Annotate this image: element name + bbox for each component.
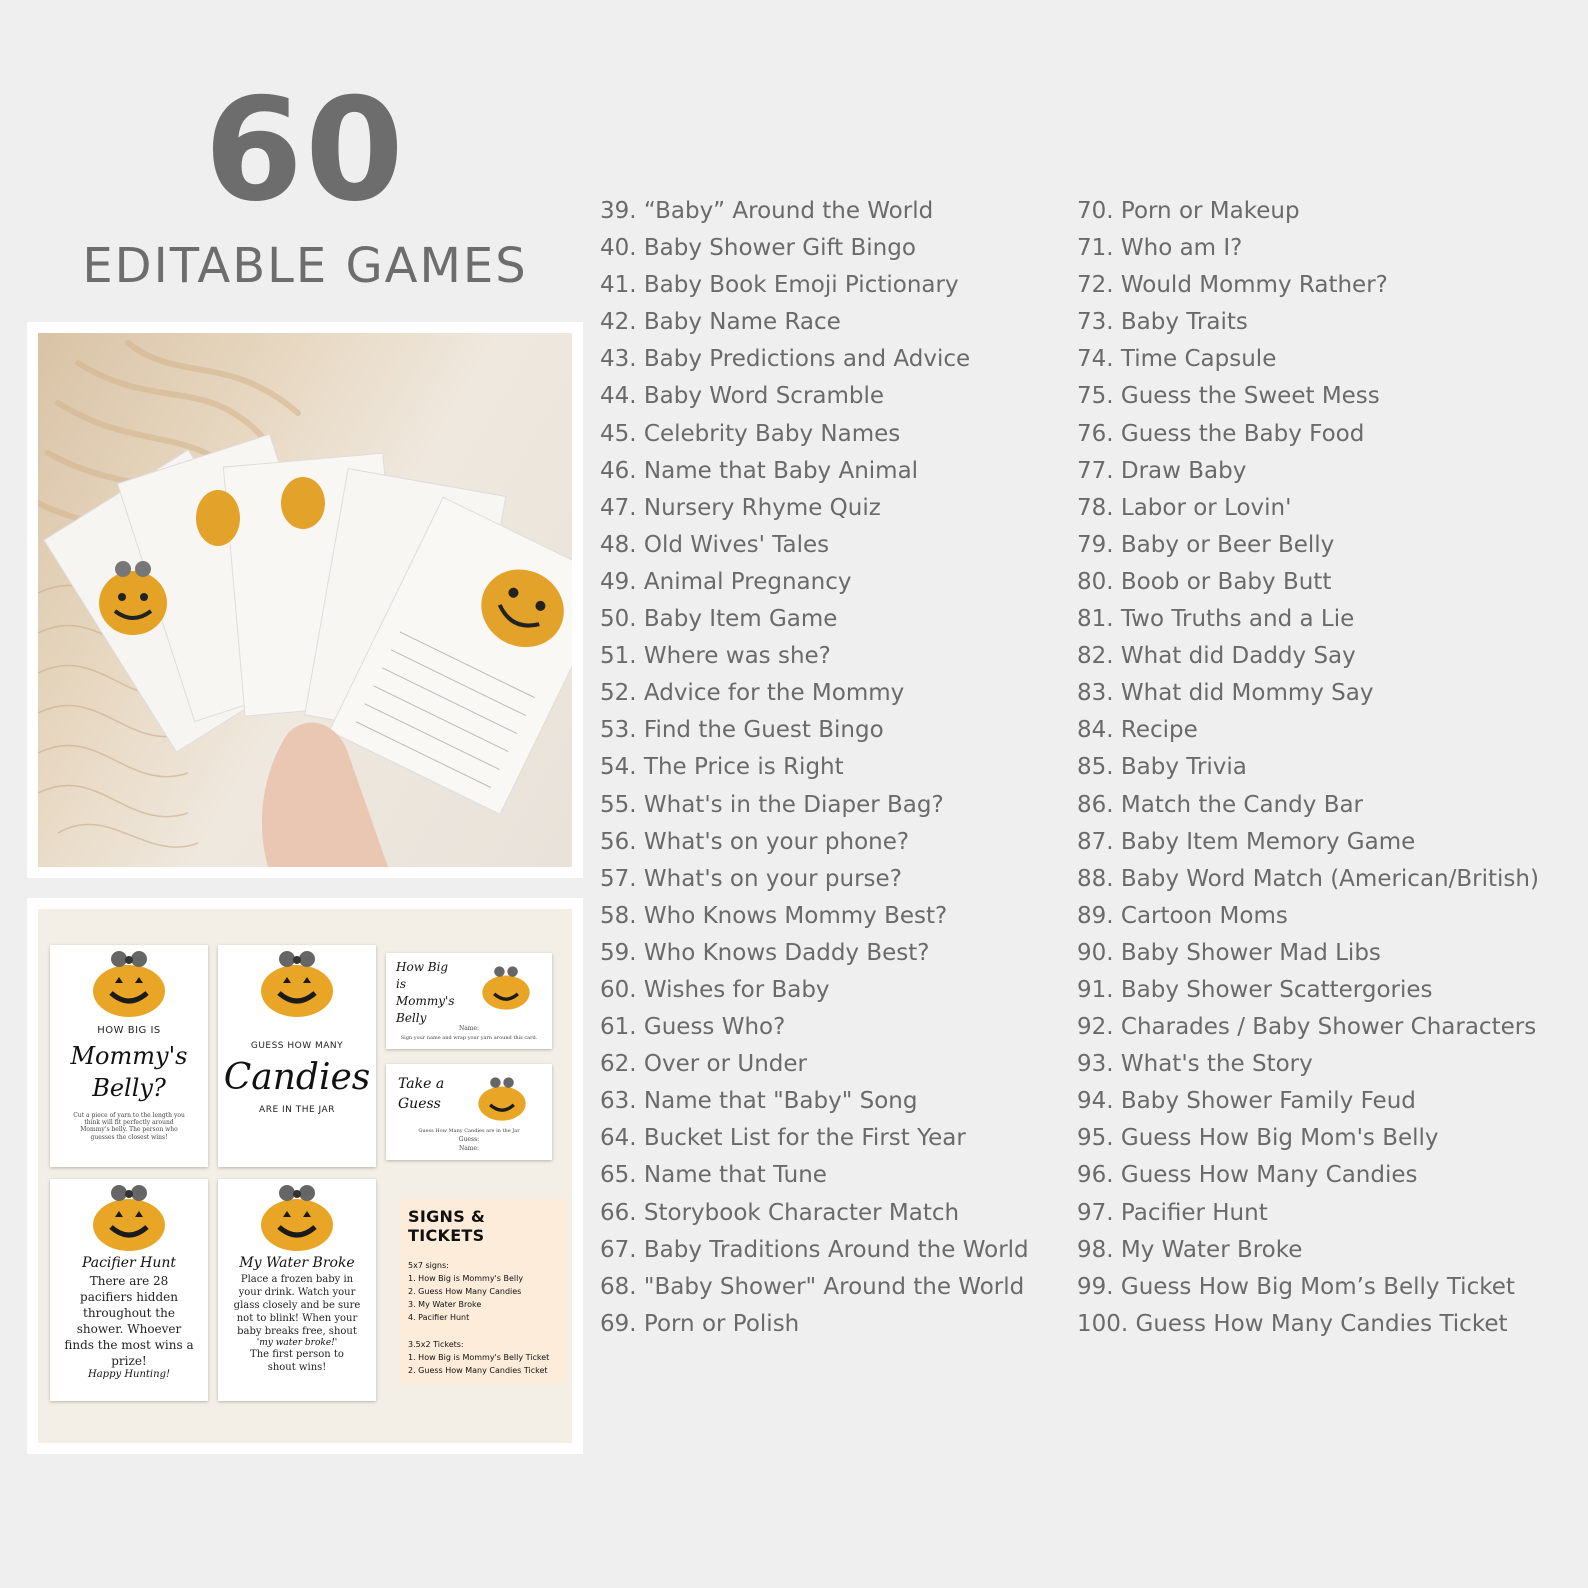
game-list-item: 44. Baby Word Scramble — [600, 383, 885, 410]
game-list-item: 39. “Baby” Around the World — [600, 198, 934, 224]
belly-body: Cut a piece of yarn to the length you think will fit perfectly around Mommy's belly. The person who guesses the closest wins! — [73, 1112, 185, 1141]
subtitle: EDITABLE GAMES — [82, 238, 528, 294]
game-list-item: 79. Baby or Beer Belly — [1077, 531, 1335, 558]
belly-ticket-name: Name: — [458, 1025, 480, 1032]
game-list-item: 40. Baby Shower Gift Bingo — [600, 235, 916, 262]
pacifier-sign-card — [50, 1179, 208, 1401]
signs-item: 1. How Big is Mommy's Belly Ticket — [408, 1353, 550, 1362]
game-list-item: 81. Two Truths and a Lie — [1077, 606, 1355, 633]
game-list-item: 98. My Water Broke — [1077, 1236, 1303, 1263]
game-list-item: 77. Draw Baby — [1077, 457, 1247, 484]
game-list-item: 41. Baby Book Emoji Pictionary — [600, 272, 959, 299]
pumpkin-icon — [474, 1076, 530, 1122]
game-list-item: 97. Pacifier Hunt — [1077, 1199, 1268, 1226]
signs-photo-frame — [27, 898, 583, 1454]
game-list-item: 82. What did Daddy Say — [1077, 643, 1356, 670]
pumpkin-icon — [257, 949, 337, 1019]
game-list-item: 83. What did Mommy Say — [1077, 680, 1374, 707]
candies-ticket-guess: Guess: — [458, 1136, 480, 1143]
games-list-column-1 — [600, 193, 1029, 1343]
belly-pre: HOW BIG IS — [97, 1025, 161, 1036]
signs-photo — [38, 909, 572, 1443]
pumpkin-icon — [89, 949, 169, 1019]
signs-title: SIGNS & TICKETS — [408, 1207, 486, 1245]
game-list-item: 74. Time Capsule — [1077, 346, 1277, 373]
game-list-item: 92. Charades / Baby Shower Characters — [1077, 1014, 1537, 1041]
signs-item: 4. Pacifier Hunt — [408, 1313, 470, 1322]
game-list-item: 69. Porn or Polish — [600, 1310, 800, 1337]
game-list-item: 85. Baby Trivia — [1077, 754, 1247, 781]
pacifier-body: There are 28 pacifiers hidden throughout the shower. Whoever finds the most wins a prize! — [64, 1274, 194, 1368]
game-list-item: 59. Who Knows Daddy Best? — [600, 939, 930, 966]
game-list-item: 43. Baby Predictions and Advice — [600, 346, 971, 373]
game-list-item: 61. Guess Who? — [600, 1014, 786, 1041]
game-list-item: 45. Celebrity Baby Names — [600, 420, 901, 447]
candies-ticket-card — [386, 1064, 552, 1160]
water-script: My Water Broke — [239, 1255, 355, 1271]
game-list-item: 66. Storybook Character Match — [600, 1199, 960, 1226]
candies-ticket-name: Name: — [458, 1145, 480, 1152]
game-list-item: 58. Who Knows Mommy Best? — [600, 902, 948, 929]
game-list-item: 70. Porn or Makeup — [1077, 198, 1300, 224]
game-list-item: 68. "Baby Shower" Around the World — [600, 1273, 1025, 1300]
game-list-item: 100. Guess How Many Candies Ticket — [1077, 1310, 1508, 1337]
game-list-item: 48. Old Wives' Tales — [600, 531, 830, 558]
signs-item: 1. How Big is Mommy's Belly — [408, 1274, 524, 1283]
belly-ticket-body: Sign your name and wrap your yarn around this card. — [400, 1035, 538, 1041]
signs-item: 2. Guess How Many Candies — [408, 1287, 522, 1296]
game-list-item: 65. Name that Tune — [600, 1162, 827, 1189]
pumpkin-icon — [478, 965, 534, 1011]
game-list-item: 57. What's on your purse? — [600, 865, 902, 892]
game-list-item: 88. Baby Word Match (American/British) — [1077, 865, 1539, 892]
game-list-item: 42. Baby Name Race — [600, 309, 841, 336]
game-list-item: 80. Boob or Baby Butt — [1077, 568, 1332, 595]
game-list-item: 90. Baby Shower Mad Libs — [1077, 939, 1381, 966]
signs-item: 3. My Water Broke — [408, 1300, 482, 1309]
game-list-item: 94. Baby Shower Family Feud — [1077, 1088, 1416, 1115]
game-list-item: 73. Baby Traits — [1077, 309, 1248, 336]
game-list-item: 53. Find the Guest Bingo — [600, 717, 884, 744]
game-list-item: 67. Baby Traditions Around the World — [600, 1236, 1029, 1263]
game-list-item: 47. Nursery Rhyme Quiz — [600, 494, 881, 521]
pumpkin-icon — [89, 1183, 169, 1253]
belly-ticket-card — [386, 953, 552, 1049]
game-list-item: 78. Labor or Lovin' — [1077, 494, 1292, 521]
game-list-item: 62. Over or Under — [600, 1051, 807, 1078]
game-list-item: 84. Recipe — [1077, 717, 1198, 744]
game-list-item: 91. Baby Shower Scattergories — [1077, 976, 1433, 1003]
pumpkin-icon — [257, 1183, 337, 1253]
water-end: The first person to shout wins! — [250, 1349, 344, 1373]
game-list-item: 76. Guess the Baby Food — [1077, 420, 1365, 447]
game-list-item: 93. What's the Story — [1077, 1051, 1313, 1078]
game-list-item: 86. Match the Candy Bar — [1077, 791, 1364, 818]
game-list-item: 75. Guess the Sweet Mess — [1077, 383, 1380, 410]
game-list-item: 96. Guess How Many Candies — [1077, 1162, 1418, 1189]
game-list-item: 87. Baby Item Memory Game — [1077, 828, 1416, 855]
game-list-item: 95. Guess How Big Mom's Belly — [1077, 1125, 1439, 1152]
game-list-item: 52. Advice for the Mommy — [600, 680, 905, 707]
game-list-item: 71. Who am I? — [1077, 235, 1243, 262]
game-list-item: 56. What's on your phone? — [600, 828, 910, 855]
candies-pre: GUESS HOW MANY — [250, 1041, 344, 1051]
game-list-item: 49. Animal Pregnancy — [600, 568, 852, 595]
candies-script: Candies — [223, 1057, 371, 1098]
game-list-item: 51. Where was she? — [600, 643, 831, 670]
candies-sign-card — [218, 945, 376, 1167]
game-list-item: 99. Guess How Big Mom’s Belly Ticket — [1077, 1273, 1515, 1300]
game-list-item: 89. Cartoon Moms — [1077, 902, 1288, 929]
game-list-item: 54. The Price is Right — [600, 754, 844, 781]
game-list-item: 72. Would Mommy Rather? — [1077, 272, 1388, 299]
belly-sign-card — [50, 945, 208, 1167]
product-photo — [38, 333, 572, 867]
belly-script: Mommy's Belly? — [70, 1042, 188, 1102]
water-body: Place a frozen baby in your drink. Watch your glass closely and be sure not to blink! When your baby breaks free, shout — [233, 1274, 361, 1337]
water-shout: 'my water broke!' — [256, 1338, 338, 1348]
game-list-item: 55. What's in the Diaper Bag? — [600, 791, 944, 818]
signs-sub1: 5x7 signs: — [408, 1261, 449, 1270]
game-list-item: 63. Name that "Baby" Song — [600, 1088, 918, 1115]
water-broke-sign-card — [218, 1179, 376, 1401]
big-number: 60 — [204, 68, 406, 233]
games-list-column-2 — [1077, 193, 1539, 1343]
cards-fan-illustration — [38, 333, 572, 867]
signs-sub2: 3.5x2 Tickets: — [408, 1340, 464, 1349]
game-list-item: 50. Baby Item Game — [600, 606, 838, 633]
signs-item: 2. Guess How Many Candies Ticket — [408, 1366, 548, 1375]
game-list-item: 46. Name that Baby Animal — [600, 457, 919, 484]
signs-tickets-list — [400, 1199, 566, 1384]
game-list-item: 60. Wishes for Baby — [600, 976, 830, 1003]
product-photo-frame — [27, 322, 583, 878]
pacifier-sign: Happy Hunting! — [88, 1369, 170, 1380]
game-list-item: 64. Bucket List for the First Year — [600, 1125, 966, 1152]
candies-ticket-line: Guess How Many Candies are in the Jar — [418, 1128, 520, 1134]
candies-post: ARE IN THE JAR — [259, 1105, 335, 1115]
candies-ticket-script: Take a Guess — [398, 1076, 445, 1112]
pacifier-script: Pacifier Hunt — [81, 1255, 177, 1271]
belly-ticket-script: How Big is Mommy's Belly — [396, 960, 455, 1025]
